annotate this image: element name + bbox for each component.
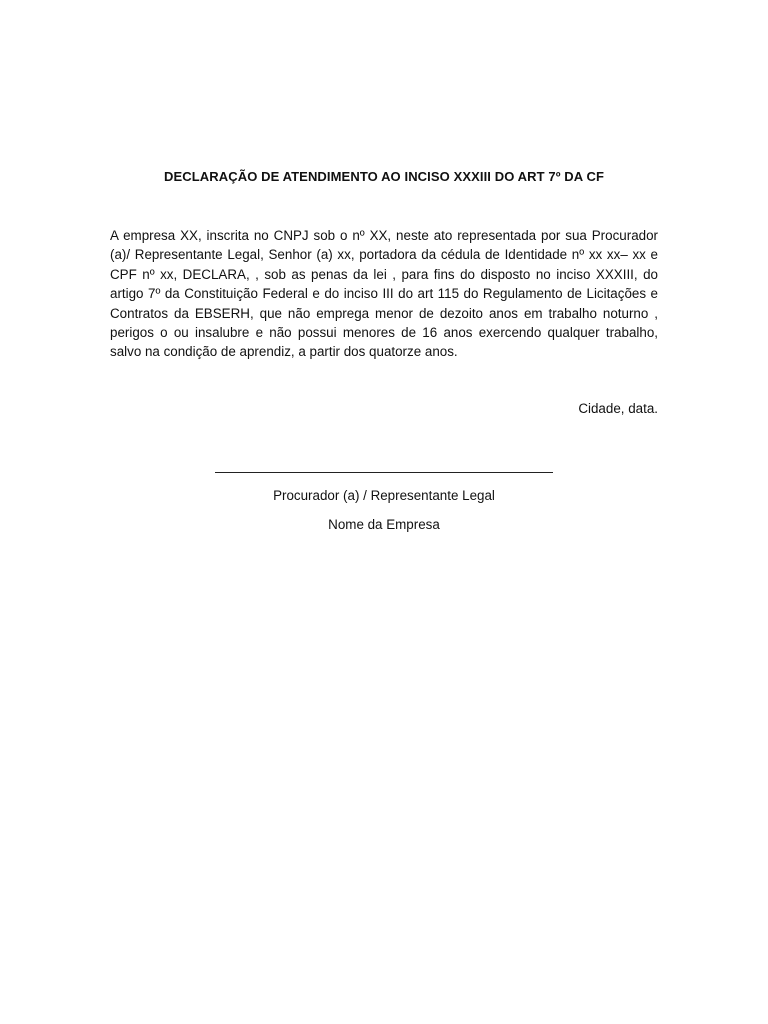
document-title: DECLARAÇÃO DE ATENDIMENTO AO INCISO XXXIII DO ART 7º DA CF: [163, 169, 605, 184]
city-date: Cidade, data.: [578, 401, 658, 416]
company-name: Nome da Empresa: [328, 517, 440, 532]
signature-line: [215, 472, 553, 473]
signer-role: Procurador (a) / Representante Legal: [273, 488, 495, 503]
declaration-body: A empresa XX, inscrita no CNPJ sob o nº XX, neste ato representada por sua Procurador (a)/ Representante Legal, Senhor (a) xx, portadora da cédula de Identidade nº xx xx– xx e CPF nº xx, DECLARA, , sob as penas da lei , para fins do disposto no inciso XXXIII, do artigo 7º da Constituição Federal e do inciso III do art 115 do Regulamento de Licitações e Contratos da EBSERH, que não emprega menor de dezoito anos em trabalho noturno , perigos o ou insalubre e não possui menores de 16 anos exercendo qualquer trabalho, salvo na condição de aprendiz, a partir dos quatorze anos.: [110, 228, 658, 360]
